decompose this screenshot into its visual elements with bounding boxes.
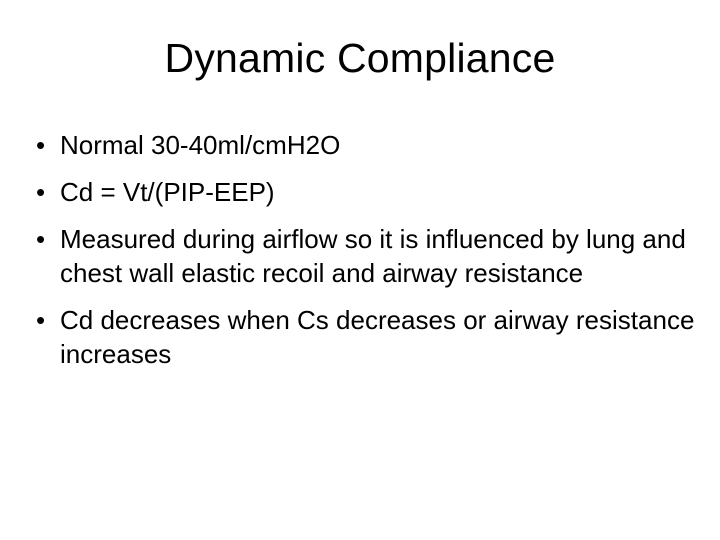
list-item-text: Measured during airflow so it is influenced by lung and chest wall elastic recoil and airway resistance — [60, 224, 686, 288]
list-item-text: Normal 30-40ml/cmH2O — [60, 130, 341, 160]
list-item — [36, 175, 696, 209]
list-item — [36, 222, 696, 290]
list-item — [36, 128, 696, 162]
list-item — [36, 303, 696, 371]
list-item-text: Cd decreases when Cs decreases or airway resistance increases — [60, 305, 695, 369]
bullet-icon: • — [36, 130, 46, 160]
bullet-icon: • — [36, 224, 46, 254]
bullet-icon: • — [36, 305, 46, 335]
list-item-text: Cd = Vt/(PIP-EEP) — [60, 177, 275, 207]
page-title: Dynamic Compliance — [164, 35, 556, 81]
bullet-icon: • — [36, 177, 46, 207]
bullet-list — [36, 128, 696, 384]
